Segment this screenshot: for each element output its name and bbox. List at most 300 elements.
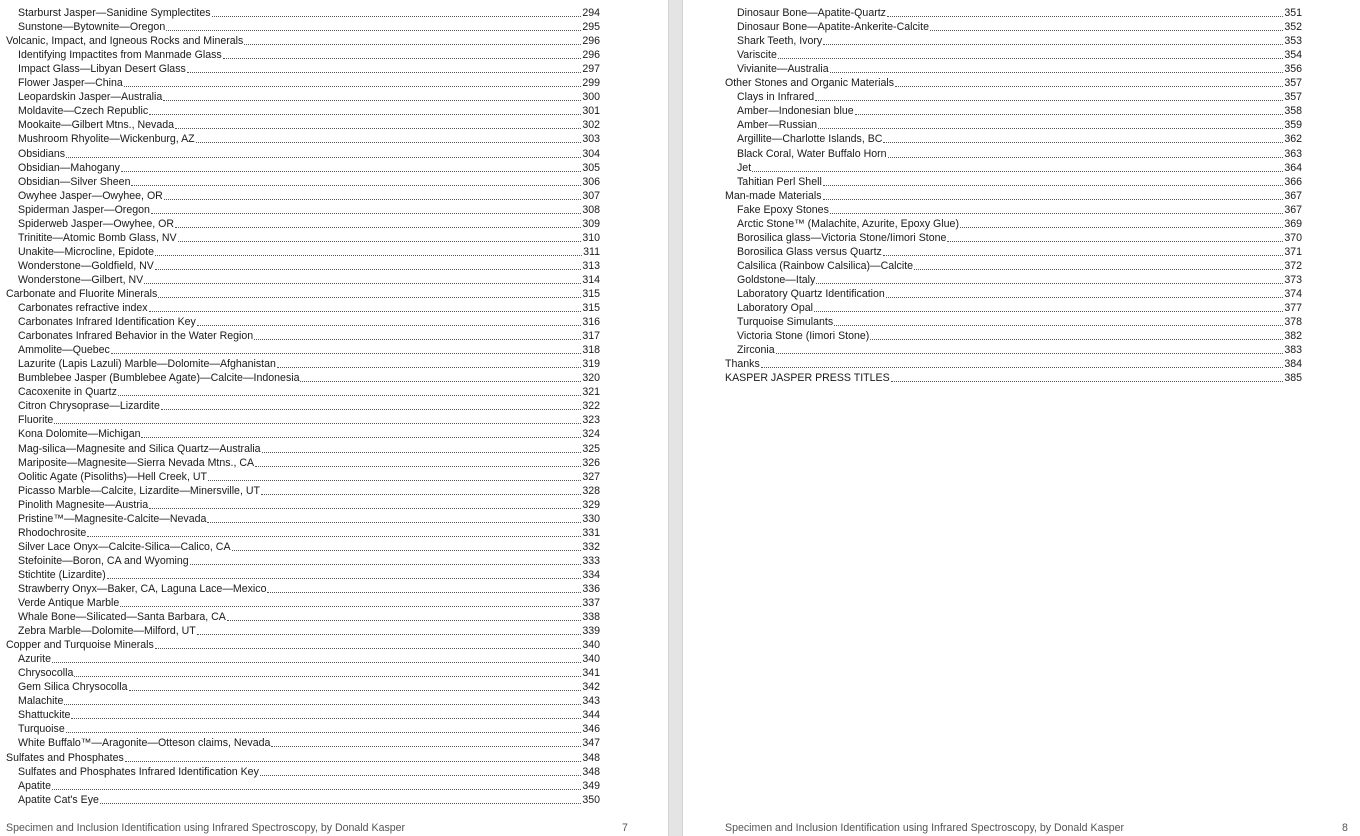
toc-entry-page-number: 321 <box>582 386 600 399</box>
toc-entry[interactable] <box>6 484 600 498</box>
dot-leader <box>161 408 581 410</box>
toc-entry[interactable] <box>6 596 600 610</box>
toc-entry[interactable] <box>6 540 600 554</box>
dot-leader <box>87 535 581 537</box>
toc-entry-title: Bumblebee Jasper (Bumblebee Agate)—Calcite—Indonesia <box>18 372 300 385</box>
toc-entry-page-number: 305 <box>582 161 600 174</box>
toc-entry-page-number: 363 <box>1284 147 1302 160</box>
dot-leader <box>71 717 581 719</box>
toc-entry-title: Unakite—Microcline, Epidote <box>18 245 155 258</box>
toc-entry-page-number: 351 <box>1284 7 1302 20</box>
dot-leader <box>196 141 582 143</box>
footer-page-number: 8 <box>1342 822 1348 834</box>
dot-leader <box>100 802 581 804</box>
dot-leader <box>151 212 581 214</box>
dot-leader <box>823 43 1283 45</box>
toc-entry[interactable] <box>6 175 600 189</box>
toc-entry[interactable] <box>725 301 1302 315</box>
toc-entry[interactable] <box>6 652 600 666</box>
toc-entry-title: Owyhee Jasper—Owyhee, OR <box>18 189 163 202</box>
dot-leader <box>131 184 581 186</box>
toc-entry[interactable] <box>6 146 600 160</box>
toc-entry[interactable] <box>725 118 1302 132</box>
dot-leader <box>155 647 582 649</box>
toc-entry[interactable] <box>725 146 1302 160</box>
toc-entry-title: Citron Chrysoprase—Lizardite <box>18 400 160 413</box>
toc-entry-title: Arctic Stone™ (Malachite, Azurite, Epoxy Glue) <box>737 217 959 230</box>
toc-entry-page-number: 304 <box>582 147 600 160</box>
toc-entry-title: Turquoise Simulants <box>737 316 834 329</box>
toc-entry[interactable] <box>6 104 600 118</box>
toc-entry[interactable] <box>6 76 600 90</box>
document-page-8 <box>683 0 1360 836</box>
toc-entry[interactable] <box>6 512 600 526</box>
dot-leader <box>830 71 1284 73</box>
toc-entry-page-number: 294 <box>582 7 600 20</box>
dot-leader <box>163 99 581 101</box>
toc-entry[interactable] <box>6 526 600 540</box>
dot-leader <box>107 577 582 579</box>
dot-leader <box>66 731 582 733</box>
toc-entry[interactable] <box>725 20 1302 34</box>
toc-entry[interactable] <box>6 498 600 512</box>
toc-entry-title: Zebra Marble—Dolomite—Milford, UT <box>18 625 196 638</box>
toc-entry[interactable] <box>725 34 1302 48</box>
toc-entry-title: Kona Dolomite—Michigan <box>18 428 141 441</box>
toc-entry[interactable] <box>6 568 600 582</box>
toc-entry-title: Laboratory Opal <box>737 302 813 315</box>
dot-leader <box>815 99 1283 101</box>
toc-entry[interactable] <box>6 245 600 259</box>
dot-leader <box>64 703 581 705</box>
toc-entry[interactable] <box>6 357 600 371</box>
dot-leader <box>120 605 581 607</box>
toc-entry-title: Obsidian—Silver Sheen <box>18 175 131 188</box>
toc-entry-page-number: 374 <box>1284 287 1302 300</box>
dot-leader <box>255 465 581 467</box>
toc-entry-page-number: 332 <box>582 540 600 553</box>
toc-entry-page-number: 377 <box>1284 302 1302 315</box>
dot-leader <box>267 591 581 593</box>
toc-entry[interactable] <box>6 427 600 441</box>
toc-entry-page-number: 338 <box>582 611 600 624</box>
toc-entry-title: Calsilica (Rainbow Calsilica)—Calcite <box>737 259 914 272</box>
dot-leader <box>776 352 1284 354</box>
toc-section-entry[interactable] <box>6 750 600 764</box>
toc-entry-page-number: 346 <box>582 723 600 736</box>
toc-entry-page-number: 367 <box>1284 189 1302 202</box>
toc-entry-page-number: 315 <box>582 302 600 315</box>
toc-section-entry[interactable] <box>6 34 600 48</box>
dot-leader <box>254 338 581 340</box>
dot-leader <box>271 745 581 747</box>
toc-entry-title: Spiderweb Jasper—Owyhee, OR <box>18 217 175 230</box>
dot-leader <box>178 240 582 242</box>
toc-entry-page-number: 349 <box>582 779 600 792</box>
toc-entry[interactable] <box>6 6 600 20</box>
toc-entry[interactable] <box>6 20 600 34</box>
toc-entry-title: Sunstone—Bytownite—Oregon <box>18 21 166 34</box>
toc-entry[interactable] <box>6 666 600 680</box>
toc-entry-page-number: 318 <box>582 344 600 357</box>
toc-entry-page-number: 370 <box>1284 231 1302 244</box>
dot-leader <box>155 254 582 256</box>
toc-entry[interactable] <box>6 301 600 315</box>
toc-entry-title: Ammolite—Quebec <box>18 344 110 357</box>
toc-entry-page-number: 350 <box>582 793 600 806</box>
toc-entry-title: Mariposite—Magnesite—Sierra Nevada Mtns., CA <box>18 456 255 469</box>
toc-entry-title: Shark Teeth, Ivory <box>737 35 823 48</box>
dot-leader <box>778 57 1283 59</box>
toc-entry-page-number: 339 <box>582 625 600 638</box>
toc-entry-title: Pinolith Magnesite—Austria <box>18 498 149 511</box>
dot-leader <box>158 296 581 298</box>
toc-entry-page-number: 299 <box>582 77 600 90</box>
toc-entry-title: Borosilica Glass versus Quartz <box>737 245 882 258</box>
toc-entry[interactable] <box>6 765 600 779</box>
footer-title: Specimen and Inclusion Identification using Infrared Spectroscopy, by Donald Kasper <box>6 822 406 834</box>
dot-leader <box>914 268 1283 270</box>
toc-entry-title: Carbonates Infrared Identification Key <box>18 316 196 329</box>
toc-entry-title: Carbonates Infrared Behavior in the Water Region <box>18 330 254 343</box>
dot-leader <box>960 226 1283 228</box>
toc-entry[interactable] <box>6 779 600 793</box>
toc-entry[interactable] <box>6 582 600 596</box>
dot-leader <box>277 366 581 368</box>
toc-entry-page-number: 328 <box>582 484 600 497</box>
toc-entry-title: Gem Silica Chrysocolla <box>18 681 128 694</box>
toc-entry[interactable] <box>725 132 1302 146</box>
dot-leader <box>261 493 581 495</box>
toc-entry-title: Obsidian—Mahogany <box>18 161 120 174</box>
dot-leader <box>129 689 582 691</box>
dot-leader <box>752 170 1283 172</box>
toc-entry-page-number: 308 <box>582 203 600 216</box>
dot-leader <box>52 661 581 663</box>
dot-leader <box>118 394 581 396</box>
toc-entry-title: Laboratory Quartz Identification <box>737 287 885 300</box>
toc-entry-title: Strawberry Onyx—Baker, CA, Laguna Lace—Mexico <box>18 582 267 595</box>
toc-entry-title: Jet <box>737 161 752 174</box>
toc-entry[interactable] <box>6 132 600 146</box>
toc-entry[interactable] <box>725 245 1302 259</box>
toc-entry[interactable] <box>6 189 600 203</box>
dot-leader <box>223 57 582 59</box>
dot-leader <box>823 184 1284 186</box>
toc-entry-page-number: 316 <box>582 316 600 329</box>
toc-entry[interactable] <box>6 48 600 62</box>
toc-entry[interactable] <box>6 161 600 175</box>
toc-entry-page-number: 334 <box>582 568 600 581</box>
dot-leader <box>66 156 581 158</box>
toc-entry[interactable] <box>6 624 600 638</box>
table-of-contents <box>6 6 600 807</box>
dot-leader <box>190 563 582 565</box>
toc-entry-page-number: 302 <box>582 119 600 132</box>
toc-entry-title: Rhodochrosite <box>18 526 87 539</box>
toc-entry-page-number: 330 <box>582 512 600 525</box>
dot-leader <box>823 198 1284 200</box>
toc-entry[interactable] <box>6 399 600 413</box>
toc-entry-page-number: 359 <box>1284 119 1302 132</box>
toc-entry-page-number: 333 <box>582 554 600 567</box>
toc-entry[interactable] <box>6 694 600 708</box>
toc-entry-page-number: 315 <box>582 287 600 300</box>
dot-leader <box>212 15 582 17</box>
toc-entry-title: Clays in Infrared <box>737 91 815 104</box>
dot-leader <box>870 338 1283 340</box>
dot-leader <box>260 774 581 776</box>
toc-entry-title: Argillite—Charlotte Islands, BC <box>737 133 883 146</box>
toc-entry-page-number: 303 <box>582 133 600 146</box>
toc-entry-page-number: 366 <box>1284 175 1302 188</box>
toc-entry-title: Vivianite—Australia <box>737 63 829 76</box>
toc-entry-title: Volcanic, Impact, and Igneous Rocks and Minerals <box>6 35 244 48</box>
toc-entry[interactable] <box>6 793 600 807</box>
toc-section-entry[interactable] <box>6 638 600 652</box>
toc-entry[interactable] <box>725 231 1302 245</box>
toc-section-entry[interactable] <box>725 76 1302 90</box>
dot-leader <box>144 282 581 284</box>
toc-entry-title: Mag-silica—Magnesite and Silica Quartz—Australia <box>18 442 261 455</box>
toc-entry-title: Apatite Cat's Eye <box>18 793 99 806</box>
toc-entry[interactable] <box>6 203 600 217</box>
toc-entry-page-number: 329 <box>582 498 600 511</box>
toc-entry-page-number: 295 <box>582 21 600 34</box>
dot-leader <box>300 380 581 382</box>
toc-entry-page-number: 317 <box>582 330 600 343</box>
toc-entry-title: Cacoxenite in Quartz <box>18 386 117 399</box>
toc-entry-page-number: 353 <box>1284 35 1302 48</box>
toc-entry-page-number: 309 <box>582 217 600 230</box>
toc-entry[interactable] <box>6 259 600 273</box>
toc-entry-page-number: 296 <box>582 49 600 62</box>
toc-entry[interactable] <box>6 736 600 750</box>
toc-entry-title: Pristine™—Magnesite-Calcite—Nevada <box>18 512 207 525</box>
page-gutter <box>668 0 683 836</box>
dot-leader <box>830 212 1283 214</box>
dot-leader <box>207 521 581 523</box>
dot-leader <box>125 760 582 762</box>
table-of-contents <box>725 6 1302 385</box>
toc-entry-page-number: 319 <box>582 358 600 371</box>
toc-entry-page-number: 306 <box>582 175 600 188</box>
toc-entry[interactable] <box>725 90 1302 104</box>
dot-leader <box>52 788 581 790</box>
toc-entry-title: Variscite <box>737 49 777 62</box>
toc-entry-page-number: 378 <box>1284 316 1302 329</box>
toc-entry[interactable] <box>6 118 600 132</box>
toc-entry-page-number: 385 <box>1284 372 1302 385</box>
dot-leader <box>155 268 581 270</box>
toc-entry-title: Man-made Materials <box>725 189 822 202</box>
dot-leader <box>232 549 582 551</box>
dot-leader <box>855 113 1284 115</box>
dot-leader <box>197 633 582 635</box>
toc-entry-page-number: 362 <box>1284 133 1302 146</box>
toc-entry-page-number: 314 <box>582 273 600 286</box>
dot-leader <box>124 85 582 87</box>
toc-entry-page-number: 348 <box>582 751 600 764</box>
toc-entry-page-number: 364 <box>1284 161 1302 174</box>
toc-entry[interactable] <box>6 329 600 343</box>
dot-leader <box>149 113 581 115</box>
toc-entry-title: Whale Bone—Silicated—Santa Barbara, CA <box>18 611 226 624</box>
dot-leader <box>895 85 1283 87</box>
toc-entry[interactable] <box>725 104 1302 118</box>
toc-entry[interactable] <box>6 708 600 722</box>
toc-entry-page-number: 325 <box>582 442 600 455</box>
document-page-7 <box>0 0 668 836</box>
toc-entry[interactable] <box>725 287 1302 301</box>
toc-entry[interactable] <box>725 259 1302 273</box>
dot-leader <box>111 352 581 354</box>
dot-leader <box>244 43 581 45</box>
toc-entry-title: Other Stones and Organic Materials <box>725 77 894 90</box>
toc-entry-page-number: 327 <box>582 470 600 483</box>
dot-leader <box>175 127 581 129</box>
toc-entry[interactable] <box>6 441 600 455</box>
toc-entry[interactable] <box>6 315 600 329</box>
toc-entry-title: Stefoinite—Boron, CA and Wyoming <box>18 554 189 567</box>
toc-entry[interactable] <box>725 161 1302 175</box>
toc-section-entry[interactable] <box>6 287 600 301</box>
dot-leader <box>814 310 1283 312</box>
toc-entry-title: Thanks <box>725 358 760 371</box>
toc-entry[interactable] <box>725 175 1302 189</box>
toc-entry-page-number: 371 <box>1284 245 1302 258</box>
toc-entry[interactable] <box>725 62 1302 76</box>
dot-leader <box>208 479 581 481</box>
toc-entry-title: Stichtite (Lizardite) <box>18 568 106 581</box>
toc-entry[interactable] <box>725 6 1302 20</box>
toc-entry-title: Shattuckite <box>18 709 71 722</box>
toc-entry-page-number: 356 <box>1284 63 1302 76</box>
toc-entry[interactable] <box>725 48 1302 62</box>
toc-entry-page-number: 296 <box>582 35 600 48</box>
toc-entry-title: Picasso Marble—Calcite, Lizardite—Minersville, UT <box>18 484 260 497</box>
toc-entry-title: Oolitic Agate (Pisoliths)—Hell Creek, UT <box>18 470 207 483</box>
dot-leader <box>141 436 581 438</box>
toc-entry-title: Sulfates and Phosphates Infrared Identification Key <box>18 765 259 778</box>
toc-entry[interactable] <box>6 273 600 287</box>
dot-leader <box>930 29 1283 31</box>
toc-entry-page-number: 372 <box>1284 259 1302 272</box>
dot-leader <box>54 422 581 424</box>
toc-entry[interactable] <box>6 722 600 736</box>
toc-entry[interactable] <box>725 315 1302 329</box>
toc-entry-title: Victoria Stone (Iimori Stone) <box>737 330 870 343</box>
toc-entry-title: Malachite <box>18 695 64 708</box>
toc-entry-title: Silver Lace Onyx—Calcite-Silica—Calico, CA <box>18 540 231 553</box>
toc-entry-page-number: 297 <box>582 63 600 76</box>
toc-entry[interactable] <box>725 217 1302 231</box>
dot-leader <box>886 296 1284 298</box>
toc-entry-page-number: 300 <box>582 91 600 104</box>
toc-entry-title: Carbonate and Fluorite Minerals <box>6 287 158 300</box>
toc-entry[interactable] <box>6 385 600 399</box>
toc-entry[interactable] <box>6 371 600 385</box>
toc-entry-title: Starburst Jasper—Sanidine Symplectites <box>18 7 211 20</box>
toc-entry[interactable] <box>6 413 600 427</box>
toc-entry-title: Moldavite—Czech Republic <box>18 105 149 118</box>
toc-entry[interactable] <box>725 343 1302 357</box>
toc-entry-page-number: 342 <box>582 681 600 694</box>
dot-leader <box>816 282 1283 284</box>
toc-entry[interactable] <box>6 343 600 357</box>
toc-entry-page-number: 323 <box>582 414 600 427</box>
dot-leader <box>149 507 581 509</box>
toc-entry-title: Dinosaur Bone—Apatite-Quartz <box>737 7 886 20</box>
toc-entry-page-number: 337 <box>582 597 600 610</box>
toc-section-entry[interactable] <box>725 357 1302 371</box>
toc-entry-page-number: 367 <box>1284 203 1302 216</box>
dot-leader <box>197 324 581 326</box>
toc-entry-title: Tahitian Perl Shell <box>737 175 822 188</box>
dot-leader <box>887 15 1283 17</box>
toc-entry-title: Trinitite—Atomic Bomb Glass, NV <box>18 231 177 244</box>
toc-entry[interactable] <box>6 217 600 231</box>
footer-title: Specimen and Inclusion Identification using Infrared Spectroscopy, by Donald Kasper <box>725 822 1125 834</box>
toc-entry[interactable] <box>6 470 600 484</box>
toc-entry-page-number: 340 <box>582 653 600 666</box>
toc-entry[interactable] <box>6 610 600 624</box>
toc-entry-page-number: 336 <box>582 582 600 595</box>
toc-entry-title: Mookaite—Gilbert Mtns., Nevada <box>18 119 175 132</box>
dot-leader <box>121 170 581 172</box>
toc-entry-page-number: 347 <box>582 737 600 750</box>
dot-leader <box>149 310 582 312</box>
toc-entry-page-number: 344 <box>582 709 600 722</box>
toc-entry-title: Black Coral, Water Buffalo Horn <box>737 147 887 160</box>
toc-entry-page-number: 348 <box>582 765 600 778</box>
dot-leader <box>834 324 1283 326</box>
toc-section-entry[interactable] <box>725 189 1302 203</box>
toc-section-entry[interactable] <box>725 371 1302 385</box>
footer-page-number: 7 <box>622 822 628 834</box>
toc-entry-title: Fake Epoxy Stones <box>737 203 829 216</box>
toc-entry-page-number: 331 <box>582 526 600 539</box>
toc-entry[interactable] <box>725 329 1302 343</box>
toc-entry[interactable] <box>6 231 600 245</box>
toc-entry[interactable] <box>6 680 600 694</box>
toc-entry-page-number: 326 <box>582 456 600 469</box>
toc-entry-title: Amber—Indonesian blue <box>737 105 854 118</box>
toc-entry[interactable] <box>6 456 600 470</box>
toc-entry-page-number: 383 <box>1284 344 1302 357</box>
toc-entry[interactable] <box>6 62 600 76</box>
dot-leader <box>166 29 581 31</box>
toc-entry[interactable] <box>6 554 600 568</box>
toc-entry-title: Spiderman Jasper—Oregon <box>18 203 150 216</box>
toc-entry-title: Sulfates and Phosphates <box>6 751 124 764</box>
toc-entry-page-number: 358 <box>1284 105 1302 118</box>
toc-entry-title: Dinosaur Bone—Apatite-Ankerite-Calcite <box>737 21 929 34</box>
toc-entry[interactable] <box>6 90 600 104</box>
toc-entry-title: Obsidians <box>18 147 66 160</box>
toc-entry-title: Chrysocolla <box>18 667 74 680</box>
dot-leader <box>883 254 1283 256</box>
toc-entry-title: Borosilica glass—Victoria Stone/Iimori Stone <box>737 231 947 244</box>
dot-leader <box>947 240 1283 242</box>
toc-entry-page-number: 373 <box>1284 273 1302 286</box>
dot-leader <box>818 127 1283 129</box>
toc-entry-page-number: 307 <box>582 189 600 202</box>
toc-entry-page-number: 324 <box>582 428 600 441</box>
toc-entry[interactable] <box>725 203 1302 217</box>
toc-entry-title: Amber—Russian <box>737 119 818 132</box>
toc-entry[interactable] <box>725 273 1302 287</box>
